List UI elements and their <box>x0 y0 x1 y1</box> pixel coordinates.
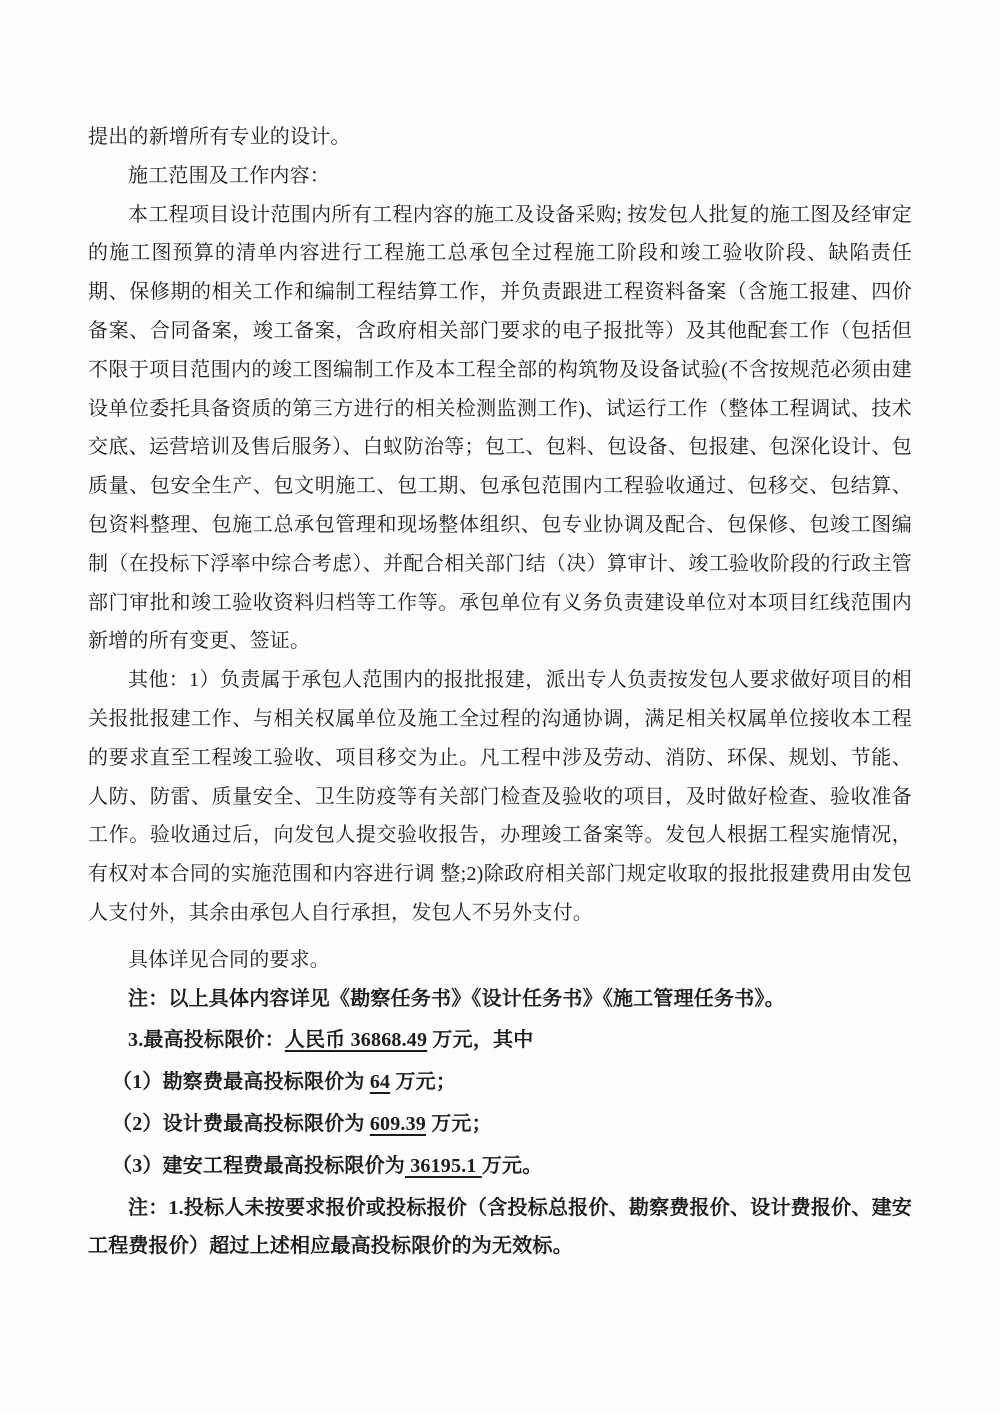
underlined-value: 36195.1 <box>405 1154 482 1177</box>
para-construction-fee-limit <box>88 1147 912 1186</box>
para-survey-fee-limit <box>88 1063 912 1102</box>
text-run: 其他：1）负责属于承包人范围内的报批报建，派出专人负责按发包人要求做好项目的相关报批报建工作、与相关权属单位及施工全过程的沟通协调，满足相关权属单位接收本工程的要求直至工程竣工验收、项目移交为止。凡工程中涉及劳动、消防、环保、规划、节能、人防、防雷、质量安全、卫生防疫等有关部门检查及验收的项目，及时做好检查、验收准备工作。验收通过后，向发包人提交验收报告，办理竣工备案等。发包人根据工程实施情况，有权对本合同的实施范围和内容进行调 整;2)除政府相关部门规定收取的报批报建费用由发包人支付外，其余由承包人自行承担，发包人不另外支付。 <box>88 669 912 924</box>
para-design-fee-limit <box>88 1105 912 1144</box>
text-run: 注：以上具体内容详见《勘察任务书》《设计任务书》《施工管理任务书》。 <box>128 987 785 1010</box>
text-run: 本工程项目设计范围内所有工程内容的施工及设备采购; 按发包人批复的施工图及经审定的施工图预算的清单内容进行工程施工总承包全过程施工阶段和竣工验收阶段、缺陷责任期、保修期的相关工作和编制工程结算工作，并负责跟进工程资料备案（含施工报建、四价备案、合同备案，竣工备案，含政府相关部门要求的电子报批等）及其他配套工作（包括但不限于项目范围内的竣工图编制工作及本工程全部的构筑物及设备试验(不含按规范必须由建设单位委托具备资质的第三方进行的相关检测监测工作)、试运行工作（整体工程调试、技术交底、运营培训及售后服务）、白蚁防治等；包工、包料、包设备、包报建、包深化设计、包质量、包安全生产、包文明施工、包工期、包承包范围内工程验收通过、包移交、包结算、包资料整理、包施工总承包管理和现场整体组织、包专业协调及配合、包保修、包竣工图编制（在投标下浮率中综合考虑）、并配合相关部门结（决）算审计、竣工验收阶段的行政主管部门审批和竣工验收资料归档等工作等。承包单位有义务负责建设单位对本项目红线范围内新增的所有变更、签证。 <box>88 203 912 653</box>
underlined-value: 64 <box>369 1071 391 1094</box>
para-construction-scope-heading <box>88 157 912 196</box>
para-prev-page-continuation <box>88 118 912 157</box>
text-run: 3.最高投标限价： <box>128 1029 285 1052</box>
text-run: 万元，其中 <box>427 1029 534 1052</box>
text-run: 施工范围及工作内容： <box>128 164 330 187</box>
text-run: 具体详见合同的要求。 <box>128 948 330 971</box>
text-run: 万元； <box>426 1112 492 1135</box>
underlined-value: 人民币 36868.49 <box>284 1029 428 1052</box>
text-run: 注：1.投标人未按要求报价或投标报价（含投标总报价、勘察费报价、设计费报价、建安工程费报价）超过上述相应最高投标限价的为无效标。 <box>88 1196 912 1258</box>
para-max-bid-price <box>88 1021 912 1060</box>
para-other-obligations <box>88 661 912 933</box>
para-see-contract <box>88 941 912 980</box>
para-note-task-books <box>88 980 912 1019</box>
text-run: 提出的新增所有专业的设计。 <box>88 126 351 148</box>
text-run: （2）设计费最高投标限价为 <box>112 1112 370 1135</box>
text-run: （1）勘察费最高投标限价为 <box>112 1071 370 1094</box>
underlined-value: 609.39 <box>369 1112 427 1135</box>
para-construction-scope-body <box>88 196 912 662</box>
paragraph-list <box>88 118 912 1266</box>
text-run: （3）建安工程费最高投标限价为 <box>112 1154 405 1177</box>
text-run: 万元； <box>390 1071 457 1094</box>
text-run: 万元。 <box>481 1154 543 1177</box>
para-note-invalid-bid <box>88 1189 912 1267</box>
